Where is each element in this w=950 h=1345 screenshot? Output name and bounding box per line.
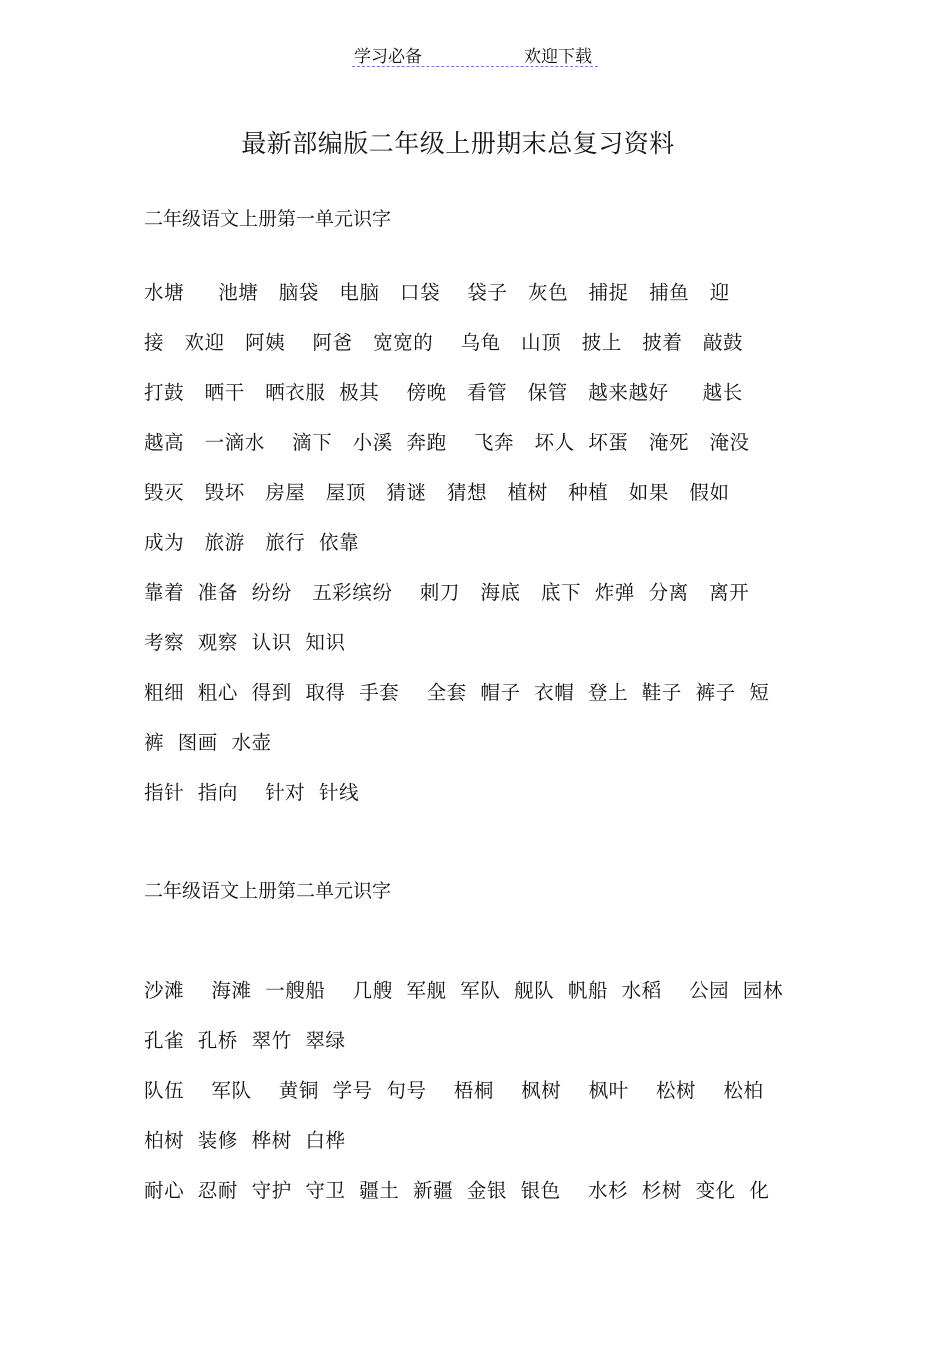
word-line: 柏树 装修 桦树 白桦: [144, 1129, 346, 1152]
word-line: 孔雀 孔桥 翠竹 翠绿: [144, 1029, 346, 1052]
word-line: 队伍 军队 黄铜 学号 句号 梧桐 枫树 枫叶 松树 松柏: [144, 1079, 764, 1102]
word-line: 靠着 准备 纷纷 五彩缤纷 刺刀 海底 底下 炸弹 分离 离开: [144, 581, 750, 604]
section-heading-unit-1: 二年级语文上册第一单元识字: [144, 208, 392, 230]
word-list-unit-1: [144, 278, 814, 828]
page-header: [352, 40, 598, 67]
word-line: 成为 旅游 旅行 依靠: [144, 531, 360, 554]
word-line: 考察 观察 认识 知识: [144, 631, 346, 654]
word-line: 水塘 池塘 脑袋 电脑 口袋 袋子 灰色 捕捉 捕鱼 迎: [144, 281, 730, 304]
word-line: 粗细 粗心 得到 取得 手套 全套 帽子 衣帽 登上 鞋子 裤子 短: [144, 681, 770, 704]
word-line: 打鼓 晒干 晒衣服 极其 傍晚 看管 保管 越来越好 越长: [144, 381, 743, 404]
section-heading-unit-2: 二年级语文上册第二单元识字: [144, 880, 392, 902]
word-line: 接 欢迎 阿姨 阿爸 宽宽的 乌龟 山顶 披上 披着 敲鼓: [144, 331, 744, 354]
word-line: 裤 图画 水壶: [144, 731, 272, 754]
header-right-text: 欢迎下载: [524, 47, 592, 67]
word-list-unit-2: [144, 976, 814, 1226]
word-line: 毁灭 毁坏 房屋 屋顶 猜谜 猜想 植树 种植 如果 假如: [144, 481, 730, 504]
header-left-text: 学习必备: [354, 47, 422, 67]
word-line: 耐心 忍耐 守护 守卫 疆土 新疆 金银 银色 水杉 杉树 变化 化: [144, 1179, 770, 1202]
word-line: 指针 指向 针对 针线: [144, 781, 360, 804]
word-line: 越高 一滴水 滴下 小溪 奔跑 飞奔 坏人 坏蛋 淹死 淹没: [144, 431, 750, 454]
document-title: 最新部编版二年级上册期末总复习资料: [241, 129, 675, 158]
word-line: 沙滩 海滩 一艘船 几艘 军舰 军队 舰队 帆船 水稻 公园 园林: [144, 979, 784, 1002]
